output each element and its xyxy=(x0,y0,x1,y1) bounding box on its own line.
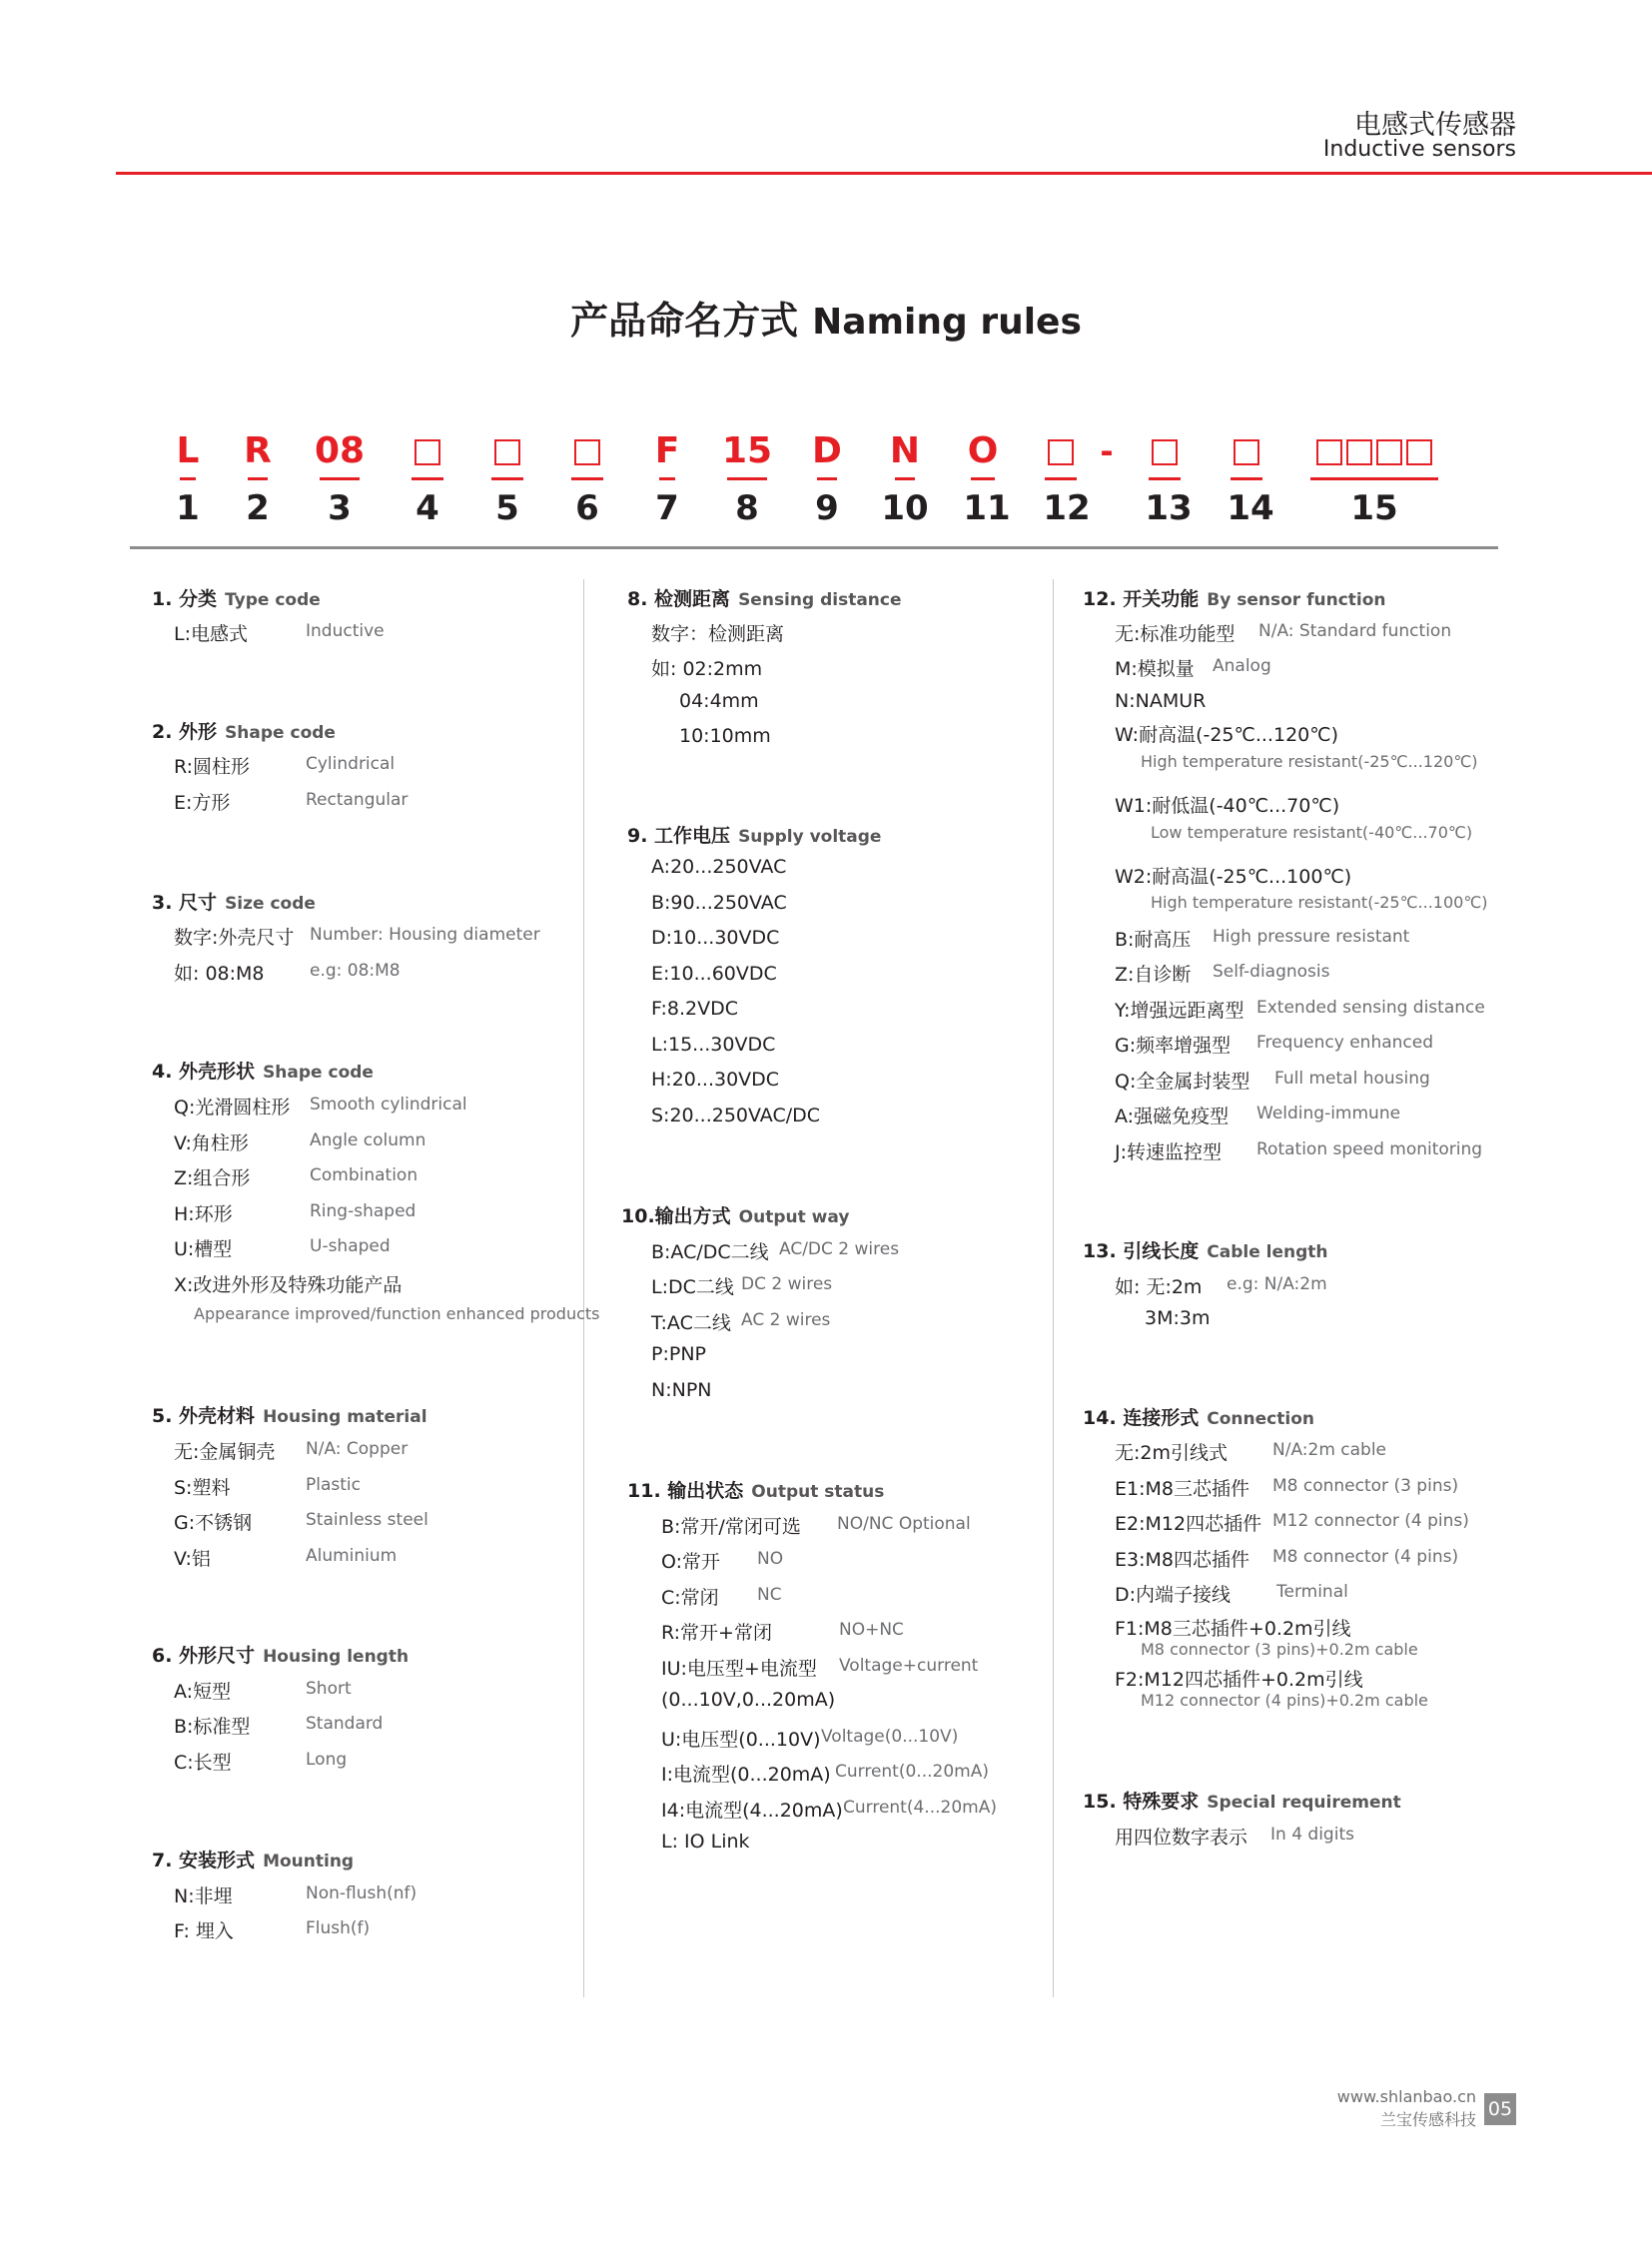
list-item: 用四位数字表示 In 4 digits xyxy=(1115,1825,1354,1849)
section-title-sensor-function: 12. 开关功能 By sensor function xyxy=(1083,588,1386,610)
list-item: 如: 无:2m e.g: N/A:2m xyxy=(1115,1274,1327,1298)
code-letter-2: R xyxy=(244,430,272,471)
code-box-12 xyxy=(1026,429,1096,473)
placeholder-box-icon xyxy=(1152,439,1178,465)
list-item: L:电感式 Inductive xyxy=(174,621,385,645)
code-dash: - xyxy=(1100,432,1114,470)
code-position-10: 10 xyxy=(881,488,929,528)
list-item: H:20...30VDC xyxy=(651,1069,780,1091)
list-item: A:20...250VAC xyxy=(651,856,787,878)
list-item: O:常开 NO xyxy=(661,1549,784,1573)
list-item: E1:M8三芯插件 M8 connector (3 pins) xyxy=(1115,1476,1459,1500)
list-item: 如: 02:2mm xyxy=(651,658,763,680)
list-item: B:耐高压 High pressure resistant xyxy=(1115,927,1410,951)
list-item: 数字:外壳尺寸 Number: Housing diameter xyxy=(174,925,540,949)
list-item: V:角柱形 Angle column xyxy=(174,1130,426,1154)
code-position-11: 11 xyxy=(963,488,1011,528)
section-title-housing-shape: 4. 外壳形状 Shape code xyxy=(152,1061,374,1083)
placeholder-box-icon xyxy=(1048,439,1074,465)
placeholder-box-icon xyxy=(494,439,520,465)
list-item: A:强磁免疫型 Welding-immune xyxy=(1115,1104,1401,1127)
header-title-cn: 电感式传感器 xyxy=(1354,110,1516,141)
code-position-3: 3 xyxy=(328,488,352,528)
list-item: L: IO Link xyxy=(661,1831,750,1853)
list-item-note: High temperature resistant(-25℃...100℃) xyxy=(1151,893,1488,912)
code-underline xyxy=(1231,477,1262,480)
code-position-2: 2 xyxy=(246,488,270,528)
code-letter-7: F xyxy=(654,430,680,471)
code-underline xyxy=(895,477,915,480)
section-title-housing-material: 5. 外壳材料 Housing material xyxy=(152,1405,427,1427)
list-item-note: Appearance improved/function enhanced products xyxy=(194,1304,600,1323)
list-item: R:圆柱形 Cylindrical xyxy=(174,754,396,778)
list-item: A:短型 Short xyxy=(174,1679,352,1703)
list-item: T:AC二线 AC 2 wires xyxy=(651,1310,831,1334)
code-box-4 xyxy=(393,429,462,473)
section-title-output-way: 10.输出方式 Output way xyxy=(621,1205,850,1227)
placeholder-box-icon xyxy=(414,439,440,465)
placeholder-box-icon xyxy=(1346,439,1372,465)
code-underline xyxy=(817,477,837,480)
footer-company: 兰宝传感科技 xyxy=(1379,2110,1476,2129)
code-underline xyxy=(248,477,268,480)
code-position-15: 15 xyxy=(1350,488,1398,528)
list-item: F:8.2VDC xyxy=(651,998,738,1020)
list-item: 10:10mm xyxy=(679,725,771,747)
list-item: B:AC/DC二线 AC/DC 2 wires xyxy=(651,1239,900,1263)
list-item: M:模拟量 Analog xyxy=(1115,656,1271,680)
section-title-supply-voltage: 9. 工作电压 Supply voltage xyxy=(627,825,882,847)
code-underline xyxy=(659,477,675,480)
code-position-4: 4 xyxy=(415,488,439,528)
list-item: C:常闭 NC xyxy=(661,1585,782,1609)
list-item: E3:M8四芯插件 M8 connector (4 pins) xyxy=(1115,1547,1459,1571)
list-item: I4:电流型(4...20mA) Current(4...20mA) xyxy=(661,1798,997,1822)
list-item: B:常开/常闭可选 NO/NC Optional xyxy=(661,1514,971,1538)
list-item: D:10...30VDC xyxy=(651,927,780,949)
list-item: I:电流型(0...20mA) Current(0...20mA) xyxy=(661,1762,989,1786)
code-position-8: 8 xyxy=(735,488,759,528)
placeholder-box-icon xyxy=(1406,439,1432,465)
list-item: N:NPN xyxy=(651,1379,712,1401)
list-item: 如: 08:M8 e.g: 08:M8 xyxy=(174,961,401,985)
list-item-note: High temperature resistant(-25℃...120℃) xyxy=(1141,752,1478,771)
list-item: W2:耐高温(-25℃...100℃) xyxy=(1115,866,1352,888)
section-title-special-requirement: 15. 特殊要求 Special requirement xyxy=(1083,1791,1401,1813)
list-item: D:内端子接线 Terminal xyxy=(1115,1582,1348,1606)
code-letter-1: L xyxy=(176,430,200,471)
code-underline xyxy=(412,477,443,480)
code-position-1: 1 xyxy=(176,488,200,528)
section-title-housing-length: 6. 外形尺寸 Housing length xyxy=(152,1645,410,1667)
code-box-14 xyxy=(1212,429,1281,473)
list-item-note: M12 connector (4 pins)+0.2m cable xyxy=(1141,1691,1428,1710)
list-item: X:改进外形及特殊功能产品 xyxy=(174,1274,403,1296)
placeholder-box-icon xyxy=(1376,439,1402,465)
list-item: S:塑料 Plastic xyxy=(174,1475,361,1499)
list-item: J:转速监控型 Rotation speed monitoring xyxy=(1115,1139,1483,1163)
column-divider xyxy=(1053,579,1054,1997)
list-item: G:频率增强型 Frequency enhanced xyxy=(1115,1033,1434,1057)
list-item: B:标准型 Standard xyxy=(174,1714,384,1738)
section-title-size-code: 3. 尺寸 Size code xyxy=(152,892,316,914)
section-title-type-code: 1. 分类 Type code xyxy=(152,588,321,610)
code-box-6 xyxy=(552,429,622,473)
list-item: B:90...250VAC xyxy=(651,892,787,914)
code-position-5: 5 xyxy=(495,488,519,528)
code-underline xyxy=(1045,477,1077,480)
placeholder-box-icon xyxy=(1316,439,1342,465)
list-item: U:电压型(0...10V) Voltage(0...10V) xyxy=(661,1727,959,1751)
section-title-sensing-distance: 8. 检测距离 Sensing distance xyxy=(627,588,902,610)
list-item: V:铝 Aluminium xyxy=(174,1546,398,1570)
section-title-shape-code: 2. 外形 Shape code xyxy=(152,721,336,743)
list-item: U:槽型 U-shaped xyxy=(174,1236,391,1260)
code-underline xyxy=(491,477,523,480)
page-title-en: Naming rules xyxy=(812,302,1082,343)
list-item: F1:M8三芯插件+0.2m引线 xyxy=(1115,1618,1351,1640)
list-item: R:常开+常闭 NO+NC xyxy=(661,1620,904,1644)
list-item: IU:电压型+电流型 Voltage+current xyxy=(661,1656,979,1680)
column-divider xyxy=(583,579,584,1997)
code-letter-3: 08 xyxy=(314,430,366,471)
code-position-9: 9 xyxy=(815,488,839,528)
code-underline xyxy=(727,477,767,480)
code-box-5 xyxy=(472,429,542,473)
list-item: Q:全金属封装型 Full metal housing xyxy=(1115,1069,1430,1093)
list-item: P:PNP xyxy=(651,1343,706,1365)
page-title xyxy=(0,290,1652,345)
header-title-en: Inductive sensors xyxy=(1322,137,1516,162)
list-item: F: 埋入 Flush(f) xyxy=(174,1918,371,1942)
code-underline xyxy=(1149,477,1181,480)
list-item: N:NAMUR xyxy=(1115,690,1207,712)
list-item: E:10...60VDC xyxy=(651,963,777,985)
list-item: S:20...250VAC/DC xyxy=(651,1105,821,1126)
list-item: F2:M12四芯插件+0.2m引线 xyxy=(1115,1669,1363,1691)
list-item: H:环形 Ring-shaped xyxy=(174,1201,416,1225)
code-letter-8: 15 xyxy=(721,430,773,471)
section-title-mounting: 7. 安装形式 Mounting xyxy=(152,1850,355,1871)
list-item: (0...10V,0...20mA) xyxy=(661,1689,836,1711)
page-number: 05 xyxy=(1484,2093,1516,2125)
list-item-note: M8 connector (3 pins)+0.2m cable xyxy=(1141,1640,1418,1659)
code-box-15 xyxy=(1299,429,1449,473)
code-underline xyxy=(1310,477,1438,480)
footer-url: www.shlanbao.cn xyxy=(1336,2087,1476,2106)
list-item: Y:增强远距离型 Extended sensing distance xyxy=(1115,998,1485,1022)
list-item: Z:组合形 Combination xyxy=(174,1165,418,1189)
list-item: E2:M12四芯插件 M12 connector (4 pins) xyxy=(1115,1511,1469,1535)
list-item: N:非埋 Non-flush(nf) xyxy=(174,1883,417,1907)
list-item: E:方形 Rectangular xyxy=(174,790,409,814)
list-item: L:DC二线 DC 2 wires xyxy=(651,1274,833,1298)
list-item: 无:标准功能型 N/A: Standard function xyxy=(1115,621,1452,645)
list-item-note: Low temperature resistant(-40℃...70℃) xyxy=(1151,823,1473,842)
page-title-cn: 产品命名方式 xyxy=(570,299,799,343)
list-item: C:长型 Long xyxy=(174,1750,348,1774)
code-letter-11: O xyxy=(967,430,999,471)
code-position-7: 7 xyxy=(655,488,679,528)
header-divider xyxy=(116,172,1652,175)
list-item: G:不锈钢 Stainless steel xyxy=(174,1510,428,1534)
section-title-cable-length: 13. 引线长度 Cable length xyxy=(1083,1240,1328,1262)
list-item: W1:耐低温(-40℃...70℃) xyxy=(1115,795,1340,817)
list-item: 3M:3m xyxy=(1145,1307,1211,1329)
code-underline xyxy=(320,477,360,480)
code-position-6: 6 xyxy=(575,488,599,528)
code-position-12: 12 xyxy=(1043,488,1091,528)
placeholder-box-icon xyxy=(1234,439,1259,465)
code-box-13 xyxy=(1130,429,1200,473)
list-item: L:15...30VDC xyxy=(651,1034,776,1056)
list-item: Z:自诊断 Self-diagnosis xyxy=(1115,962,1330,986)
code-letter-9: D xyxy=(812,430,842,471)
section-title-connection: 14. 连接形式 Connection xyxy=(1083,1407,1314,1429)
list-item: 无:金属铜壳 N/A: Copper xyxy=(174,1439,409,1463)
code-underline xyxy=(571,477,603,480)
code-letter-10: N xyxy=(889,430,921,471)
section-title-output-status: 11. 输出状态 Output status xyxy=(627,1480,885,1502)
code-position-14: 14 xyxy=(1227,488,1274,528)
code-divider xyxy=(130,546,1498,549)
list-item: 数字：检测距离 xyxy=(651,623,785,645)
code-position-13: 13 xyxy=(1145,488,1193,528)
list-item: 无:2m引线式 N/A:2m cable xyxy=(1115,1440,1387,1464)
list-item: 04:4mm xyxy=(679,690,759,712)
list-item: W:耐高温(-25℃...120℃) xyxy=(1115,724,1338,746)
placeholder-box-icon xyxy=(574,439,600,465)
code-underline xyxy=(971,477,995,480)
list-item: Q:光滑圆柱形 Smooth cylindrical xyxy=(174,1095,467,1119)
code-underline xyxy=(180,477,196,480)
